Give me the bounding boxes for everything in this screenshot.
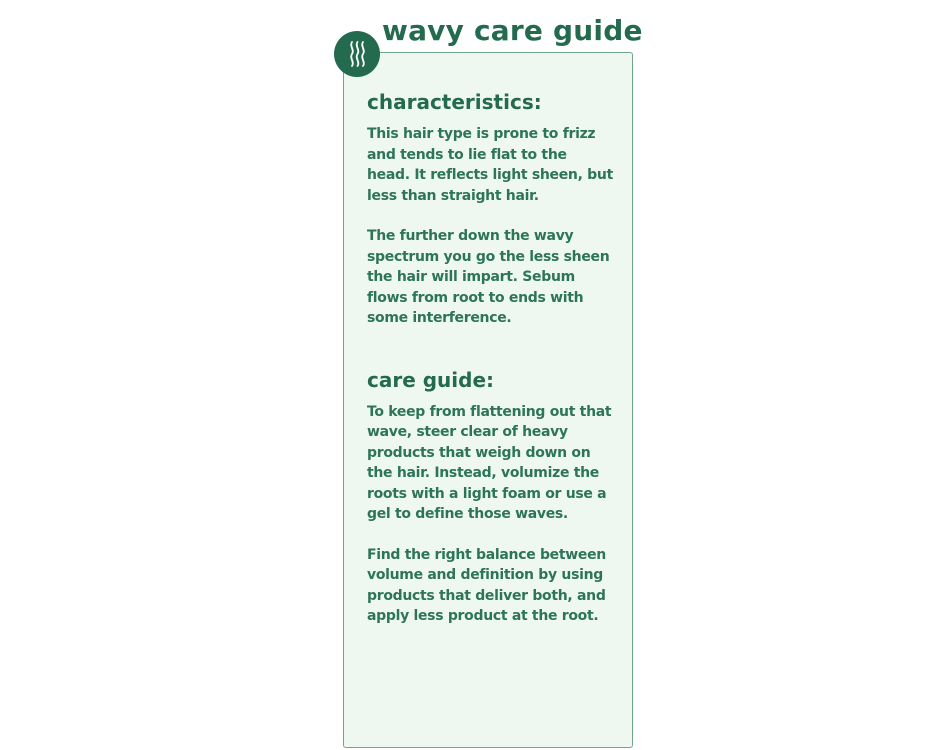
page-title: wavy care guide [382, 14, 643, 47]
care-guide-section [367, 367, 613, 627]
care-guide-heading: care guide: [367, 367, 495, 392]
card-content [367, 89, 613, 627]
characteristics-paragraph: This hair type is prone to frizz and tends to lie flat to the head. It reflects light sheen, but less than straight hair. [367, 126, 613, 204]
care-guide-paragraph: Find the right balance between volume and definition by using products that deliver both, and apply less product at the root. [367, 546, 606, 624]
care-guide-card [343, 52, 633, 748]
characteristics-paragraph: The further down the wavy spectrum you go the less sheen the hair will impart. Sebum flows from root to ends with some interference. [367, 228, 610, 326]
characteristics-section [367, 89, 613, 329]
characteristics-heading: characteristics: [367, 90, 542, 114]
wavy-hair-badge [334, 31, 380, 77]
care-guide-paragraph: To keep from flattening out that wave, steer clear of heavy products that weigh down on the hair. Instead, volumize the roots with a light foam or use a gel to define those waves. [367, 403, 612, 522]
wavy-hair-icon [342, 39, 372, 69]
